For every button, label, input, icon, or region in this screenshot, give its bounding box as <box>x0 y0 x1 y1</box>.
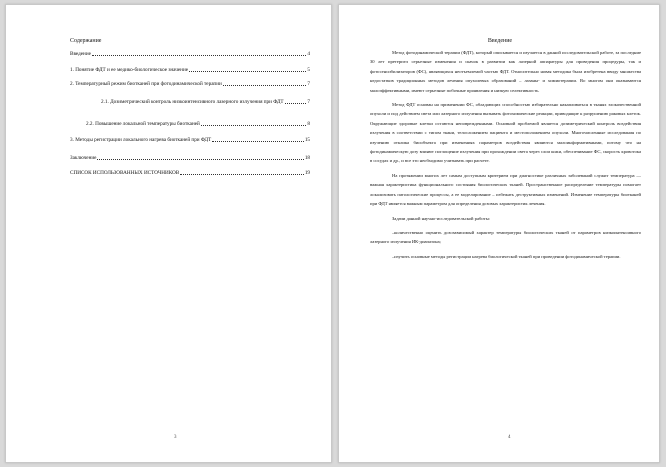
toc-entry[interactable] <box>86 121 310 128</box>
list-item <box>370 228 641 247</box>
toc-entry[interactable] <box>70 51 310 58</box>
document-page-3 <box>5 4 332 463</box>
body-text[interactable] <box>370 48 641 266</box>
toc-entry-text: 2. Температурный режим биотканей при фотодинамической терапии <box>70 81 222 87</box>
list-bullet: – <box>392 229 395 235</box>
document-page-4 <box>338 4 660 463</box>
toc-entry-page: 5 <box>307 67 310 73</box>
toc-entry-page: 7 <box>307 99 310 105</box>
toc-entry-page: 19 <box>304 170 310 176</box>
toc-entry[interactable] <box>70 170 310 177</box>
toc-entry-text: СПИСОК ИСПОЛЬЗОВАННЫХ ИСТОЧНИКОВ <box>70 170 180 176</box>
toc-entry-text: Заключение <box>70 155 97 161</box>
toc-entry-page: 7 <box>307 81 310 87</box>
paragraph: Метод фотодинамической терапии (ФДТ), который описывается и изучается в данной исследовательской работе, за последние 30 лет претерпел серьезные изменения и скачок в развитии как лазерной аппаратуры для проведения процедуры, так и фотосенсибилизаторов (ФС), являющихся неотъемлемой частью ФДТ. Относительно новая методика была изобретена ввиду множества недостатков традиционных методов лечения опухолевых образований – лазаны- и химиотерапии. Во многом они оказываются малоэффективными, имеют серьезные побочные проявления и низкую селективность. <box>370 50 641 93</box>
toc-entry[interactable] <box>70 81 310 88</box>
toc-entry-text: 2.2. Повышение локальной температуры биотканей <box>86 121 200 127</box>
list-item-text: количественно оценить дозозависимый характер температуры биологических тканей от параметров низкоинтенсивного лазерного излучения ИК-диапазона; <box>370 229 641 245</box>
paragraph: Метод ФДТ основан на применении ФС, обладающих способностью избирательно накапливаться в тканях злокачественной опухоли и под действием света или лазерного излучения вызывать фотохимические реакции, приводящие к разрушению раковых клеток. Окружающие здоровые клетки остаются неповрежденными. Основной проблемой является дозиметрический контроль воздействия излучения в соответствии с типом ткани, телосложением пациента и местоположением опухоли. Многочисленные исследования по изучению отклика биообъекта при изменениях параметров воздействия являются малоинформативными, потому что на фотодинамическую дозу влияют поглощение излучения при прохождении света через слои кожи, обеспечивание ФС, скорость кровотока в сосудах и др., и все это необходимо учитывать при расчете. <box>370 102 641 164</box>
toc-entry[interactable] <box>70 137 310 144</box>
list-bullet: – <box>392 253 395 259</box>
toc-entry-text: 1. Понятие ФДТ и ее медико-биологическое значение <box>70 67 189 73</box>
toc-entry[interactable] <box>70 155 310 162</box>
toc-entry-page: 4 <box>307 51 310 57</box>
toc-entry[interactable] <box>70 67 310 74</box>
toc-entry-text: Введение <box>70 51 91 57</box>
paragraph: На протяжении многих лет самым доступным критерием при диагностике различных заболеваний служит температура — важная характеристика функционального состояния биологических тканей. Пространственное распределение температуры помогает локализовать патологические процессы, а ее моделирование – избежать деструктивных изменений. Изменение температуры биотканей при ФДТ является важным параметром для определения дозовых характеристик лечения. <box>370 172 641 207</box>
toc-entry[interactable] <box>101 99 310 106</box>
list-item <box>370 252 641 261</box>
page-number: 4 <box>508 435 511 440</box>
page-number: 3 <box>174 435 177 440</box>
toc-title: Содержание <box>70 38 102 44</box>
toc-entry-page: 18 <box>304 155 310 161</box>
paragraph: Задачи данной научно-исследовательской работы: <box>392 215 490 221</box>
toc-entry-page: 15 <box>304 137 310 143</box>
toc-entry-text: 3. Методы регистрации локального нагрева биотканей при ФДТ <box>70 137 212 143</box>
section-heading: Введение <box>487 38 513 44</box>
list-item-text: изучить основные методы регистрации нагрева биологической тканей при проведении фотодинамической терапии. <box>394 253 621 259</box>
toc-entry-text: 2.1. Дозиметрический контроль низкоинтенсивного лазерного излучения при ФДТ <box>101 99 284 105</box>
toc-entry-page: 8 <box>307 121 310 127</box>
